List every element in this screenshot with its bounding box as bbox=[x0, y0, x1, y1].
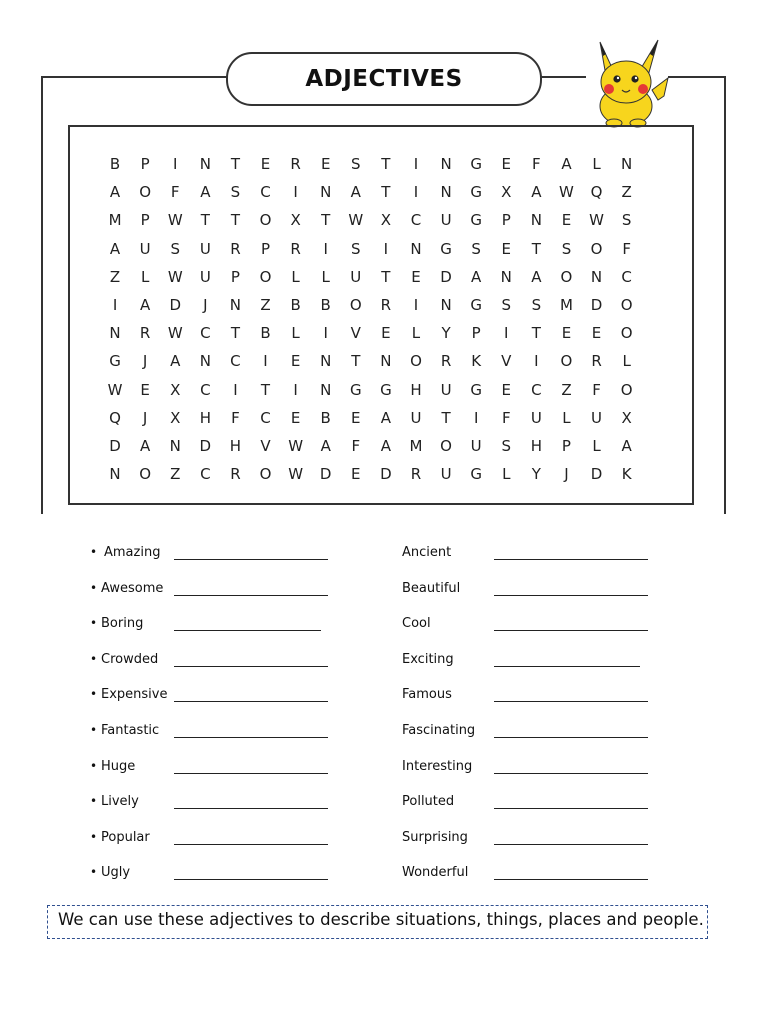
grid-letter: F bbox=[622, 239, 631, 258]
grid-letter: C bbox=[260, 183, 271, 202]
grid-letter: P bbox=[471, 324, 481, 343]
grid-letter: O bbox=[620, 324, 633, 343]
grid-letter: G bbox=[470, 380, 482, 399]
grid-row bbox=[100, 263, 672, 291]
grid-letter: T bbox=[531, 239, 541, 258]
grid-letter: W bbox=[167, 267, 183, 286]
grid-letter: R bbox=[230, 239, 241, 258]
grid-letter: A bbox=[170, 352, 181, 371]
grid-row bbox=[100, 404, 672, 432]
word-row bbox=[0, 794, 768, 816]
grid-letter: U bbox=[440, 211, 452, 230]
bullet-icon: • bbox=[90, 580, 98, 595]
bullet-icon: • bbox=[90, 545, 98, 559]
grid-letter: T bbox=[441, 408, 451, 427]
grid-letter: A bbox=[140, 296, 151, 314]
note-box bbox=[47, 905, 708, 939]
grid-letter: E bbox=[561, 324, 572, 343]
grid-letter: T bbox=[381, 155, 391, 173]
word-left: Lively bbox=[101, 794, 139, 810]
word-right: Exciting bbox=[402, 651, 454, 667]
grid-letter: G bbox=[470, 155, 482, 173]
grid-letter: K bbox=[471, 352, 482, 371]
grid-letter: N bbox=[500, 267, 512, 286]
grid-letter: R bbox=[290, 239, 301, 258]
word-right: Wonderful bbox=[402, 865, 469, 881]
grid-letter: I bbox=[173, 155, 178, 173]
answer-blank-right[interactable] bbox=[494, 687, 648, 702]
grid-letter: V bbox=[260, 437, 271, 455]
grid-letter: M bbox=[108, 211, 122, 230]
grid-letter: C bbox=[200, 380, 211, 399]
answer-blank-right[interactable] bbox=[494, 652, 640, 667]
grid-letter: W bbox=[167, 211, 183, 230]
grid-letter: O bbox=[349, 296, 362, 314]
grid-letter: X bbox=[170, 380, 181, 399]
answer-blank-right[interactable] bbox=[494, 865, 648, 880]
grid-letter: V bbox=[501, 352, 512, 371]
word-left: Boring bbox=[101, 616, 144, 632]
grid-letter: C bbox=[621, 267, 632, 286]
word-row bbox=[0, 581, 768, 603]
grid-letter: C bbox=[260, 408, 271, 427]
frame-top-left bbox=[41, 76, 227, 78]
word-row bbox=[0, 723, 768, 745]
grid-letter: L bbox=[291, 324, 300, 343]
grid-letter: R bbox=[380, 296, 392, 314]
grid-row bbox=[100, 376, 672, 404]
grid-letter: N bbox=[380, 352, 392, 371]
answer-blank-left[interactable] bbox=[174, 830, 328, 845]
grid-letter: M bbox=[559, 296, 573, 314]
grid-letter: C bbox=[531, 380, 542, 399]
grid-letter: E bbox=[591, 324, 602, 343]
grid-letter: X bbox=[621, 408, 632, 427]
grid-letter: R bbox=[290, 155, 301, 173]
grid-letter: O bbox=[620, 380, 633, 399]
word-left: Popular bbox=[101, 829, 150, 845]
grid-letter: R bbox=[410, 465, 422, 484]
grid-letter: L bbox=[502, 465, 511, 484]
answer-blank-right[interactable] bbox=[494, 830, 648, 845]
grid-letter: E bbox=[320, 155, 331, 173]
word-row bbox=[0, 545, 768, 567]
grid-letter: R bbox=[139, 324, 151, 343]
grid-letter: T bbox=[230, 211, 240, 230]
grid-letter: L bbox=[291, 267, 300, 286]
bullet-icon: • bbox=[90, 651, 98, 666]
grid-letter: T bbox=[381, 267, 391, 286]
grid-letter: L bbox=[321, 267, 330, 286]
grid-letter: E bbox=[260, 155, 271, 173]
answer-blank-left[interactable] bbox=[174, 652, 328, 667]
word-row bbox=[0, 652, 768, 674]
grid-letter: U bbox=[410, 408, 422, 427]
grid-letter: S bbox=[471, 239, 481, 258]
grid-letter: S bbox=[501, 437, 512, 455]
grid-letter: H bbox=[410, 380, 422, 399]
word-row bbox=[0, 616, 768, 638]
grid-letter: W bbox=[348, 211, 364, 230]
grid-letter: Z bbox=[109, 267, 121, 286]
grid-letter: P bbox=[230, 267, 240, 286]
grid-letter: I bbox=[413, 155, 419, 173]
grid-letter: D bbox=[440, 267, 452, 286]
grid-letter: C bbox=[230, 352, 241, 371]
grid-letter: S bbox=[621, 211, 632, 230]
grid-letter: B bbox=[109, 155, 121, 173]
grid-letter: N bbox=[621, 155, 633, 173]
grid-letter: L bbox=[140, 267, 150, 286]
grid-letter: N bbox=[590, 267, 603, 286]
grid-letter: J bbox=[142, 352, 148, 371]
grid-letter: W bbox=[288, 465, 304, 484]
grid-letter: A bbox=[380, 408, 392, 427]
grid-letter: I bbox=[323, 239, 328, 258]
word-row bbox=[0, 759, 768, 781]
grid-letter: N bbox=[440, 296, 452, 314]
bullet-icon: • bbox=[90, 829, 98, 844]
grid-letter: A bbox=[200, 183, 211, 202]
grid-letter: G bbox=[470, 465, 482, 484]
grid-row bbox=[100, 347, 672, 375]
grid-row bbox=[100, 319, 672, 347]
answer-blank-left[interactable] bbox=[174, 759, 328, 774]
answer-blank-right[interactable] bbox=[494, 794, 648, 809]
grid-letter: O bbox=[259, 211, 272, 230]
grid-letter: G bbox=[470, 183, 482, 202]
word-left: Awesome bbox=[101, 580, 164, 596]
grid-letter: U bbox=[470, 437, 482, 455]
grid-letter: D bbox=[169, 296, 182, 314]
word-right: Polluted bbox=[402, 794, 455, 810]
bullet-icon: • bbox=[90, 723, 98, 737]
grid-letter: Y bbox=[441, 324, 451, 343]
bullet-icon: • bbox=[90, 758, 98, 773]
grid-letter: F bbox=[351, 437, 361, 455]
grid-letter: I bbox=[504, 324, 509, 343]
grid-letter: E bbox=[290, 352, 301, 371]
grid-letter: E bbox=[411, 267, 421, 286]
answer-blank-right[interactable] bbox=[494, 581, 648, 596]
grid-letter: A bbox=[471, 267, 482, 286]
answer-blank-right[interactable] bbox=[494, 545, 648, 560]
grid-letter: U bbox=[440, 465, 452, 484]
grid-letter: C bbox=[200, 324, 211, 343]
grid-letter: W bbox=[167, 324, 183, 343]
grid-letter: Z bbox=[260, 296, 271, 314]
answer-blank-left[interactable] bbox=[174, 865, 328, 880]
grid-letter: T bbox=[230, 155, 240, 173]
grid-letter: W bbox=[288, 437, 304, 455]
word-right: Beautiful bbox=[402, 580, 461, 596]
grid-letter: O bbox=[259, 267, 272, 286]
grid-letter: B bbox=[290, 296, 301, 314]
grid-letter: H bbox=[530, 437, 542, 455]
grid-letter: W bbox=[107, 380, 123, 399]
grid-letter: Q bbox=[590, 183, 603, 202]
grid-letter: H bbox=[229, 437, 242, 455]
grid-letter: W bbox=[589, 211, 604, 230]
grid-letter: N bbox=[440, 155, 452, 173]
grid-letter: T bbox=[531, 324, 541, 343]
grid-letter: F bbox=[501, 408, 511, 427]
grid-letter: I bbox=[323, 324, 328, 343]
grid-letter: A bbox=[621, 437, 632, 455]
grid-letter: T bbox=[230, 324, 240, 343]
word-row bbox=[0, 865, 768, 887]
grid-letter: L bbox=[592, 155, 601, 173]
grid-letter: P bbox=[140, 211, 150, 230]
word-right: Surprising bbox=[402, 829, 468, 845]
grid-letter: P bbox=[501, 211, 511, 230]
grid-letter: T bbox=[260, 380, 271, 399]
grid-letter: B bbox=[320, 408, 331, 427]
grid-letter: Z bbox=[621, 183, 632, 202]
grid-letter: G bbox=[349, 380, 362, 399]
grid-letter: U bbox=[139, 239, 151, 258]
grid-letter: R bbox=[591, 352, 602, 371]
word-right: Fascinating bbox=[402, 723, 476, 738]
grid-letter: F bbox=[532, 155, 541, 173]
grid-letter: N bbox=[320, 352, 332, 371]
grid-letter: L bbox=[592, 437, 601, 455]
grid-letter: F bbox=[231, 408, 240, 427]
grid-letter: S bbox=[170, 239, 180, 258]
grid-letter: D bbox=[590, 465, 603, 484]
answer-blank-left[interactable] bbox=[174, 616, 321, 631]
grid-letter: A bbox=[531, 183, 542, 202]
grid-letter: Z bbox=[170, 465, 181, 484]
grid-letter: R bbox=[440, 352, 452, 371]
grid-letter: S bbox=[531, 296, 542, 314]
grid-letter: O bbox=[410, 352, 422, 371]
word-right: Cool bbox=[402, 616, 431, 632]
grid-letter: I bbox=[233, 380, 238, 399]
grid-letter: N bbox=[169, 437, 181, 455]
bullet-icon: • bbox=[90, 794, 98, 809]
grid-letter: A bbox=[140, 437, 151, 455]
grid-letter: F bbox=[170, 183, 180, 202]
grid-letter: O bbox=[560, 352, 573, 371]
grid-letter: C bbox=[410, 211, 422, 230]
grid-letter: Y bbox=[531, 465, 541, 484]
word-left: Amazing bbox=[104, 545, 161, 560]
grid-letter: J bbox=[564, 465, 569, 484]
grid-letter: E bbox=[351, 408, 361, 427]
grid-letter: T bbox=[381, 183, 391, 202]
grid-letter: E bbox=[561, 211, 572, 230]
grid-letter: K bbox=[621, 465, 632, 484]
grid-letter: E bbox=[501, 380, 511, 399]
bullet-icon: • bbox=[90, 616, 98, 631]
word-left: Ugly bbox=[101, 865, 131, 881]
pikachu-icon bbox=[580, 38, 672, 130]
grid-letter: H bbox=[199, 408, 211, 427]
grid-letter: N bbox=[440, 183, 452, 202]
grid-letter: G bbox=[109, 352, 121, 371]
grid-letter: D bbox=[319, 465, 332, 484]
grid-letter: A bbox=[320, 437, 331, 455]
grid-letter: A bbox=[380, 437, 392, 455]
grid-letter: I bbox=[263, 352, 268, 371]
grid-letter: X bbox=[501, 183, 512, 202]
grid-letter: N bbox=[530, 211, 542, 230]
note-text: We can use these adjectives to describe situations, things, places and people. bbox=[58, 910, 704, 929]
grid-letter: E bbox=[501, 155, 511, 173]
answer-blank-left[interactable] bbox=[174, 581, 328, 596]
grid-row bbox=[100, 432, 672, 460]
grid-letter: A bbox=[561, 155, 572, 173]
grid-letter: A bbox=[531, 267, 542, 286]
answer-blank-left[interactable] bbox=[174, 794, 328, 809]
grid-letter: O bbox=[440, 437, 452, 455]
grid-letter: U bbox=[199, 239, 211, 258]
frame-top-right bbox=[538, 76, 586, 78]
grid-letter: D bbox=[380, 465, 392, 484]
grid-letter: C bbox=[200, 465, 211, 484]
grid-letter: E bbox=[140, 380, 150, 399]
word-left: Fantastic bbox=[101, 723, 160, 738]
grid-letter: O bbox=[139, 465, 152, 484]
grid-letter: P bbox=[561, 437, 571, 455]
grid-letter: A bbox=[109, 239, 121, 258]
grid-letter: I bbox=[293, 380, 298, 399]
frame-left-edge bbox=[41, 76, 43, 514]
grid-letter: U bbox=[440, 380, 452, 399]
grid-letter: N bbox=[109, 465, 121, 484]
grid-row bbox=[100, 178, 672, 206]
grid-letter: E bbox=[351, 465, 361, 484]
grid-letter: S bbox=[561, 239, 572, 258]
grid-letter: T bbox=[351, 352, 361, 371]
grid-row bbox=[100, 206, 672, 234]
grid-letter: G bbox=[380, 380, 392, 399]
grid-letter: L bbox=[411, 324, 421, 343]
grid-letter: D bbox=[199, 437, 212, 455]
grid-letter: S bbox=[230, 183, 241, 202]
grid-letter: S bbox=[351, 155, 361, 173]
grid-letter: U bbox=[530, 408, 542, 427]
grid-letter: Z bbox=[561, 380, 572, 399]
bullet-icon: • bbox=[90, 865, 98, 880]
word-right: Famous bbox=[402, 687, 452, 703]
answer-blank-left[interactable] bbox=[174, 545, 328, 560]
grid-letter: I bbox=[534, 352, 539, 371]
word-left: Expensive bbox=[101, 687, 168, 703]
grid-letter: E bbox=[501, 239, 511, 258]
grid-letter: P bbox=[140, 155, 150, 173]
grid-letter: F bbox=[592, 380, 601, 399]
grid-letter: A bbox=[350, 183, 361, 202]
grid-letter: O bbox=[139, 183, 152, 202]
grid-row bbox=[100, 291, 672, 319]
grid-letter: O bbox=[620, 296, 633, 314]
grid-letter: S bbox=[501, 296, 512, 314]
grid-letter: D bbox=[109, 437, 121, 455]
grid-letter: T bbox=[200, 211, 210, 230]
grid-letter: E bbox=[381, 324, 391, 343]
grid-letter: D bbox=[590, 296, 603, 314]
grid-letter: L bbox=[562, 408, 571, 427]
grid-letter: Q bbox=[109, 408, 121, 427]
grid-letter: I bbox=[473, 408, 479, 427]
grid-letter: N bbox=[109, 324, 121, 343]
grid-letter: P bbox=[260, 239, 271, 258]
grid-letter: X bbox=[290, 211, 301, 230]
grid-row bbox=[100, 150, 672, 178]
grid-letter: W bbox=[559, 183, 574, 202]
grid-letter: I bbox=[413, 296, 419, 314]
grid-letter: N bbox=[199, 155, 211, 173]
word-left: Huge bbox=[101, 758, 136, 774]
grid-letter: J bbox=[203, 296, 208, 314]
grid-letter: O bbox=[259, 465, 272, 484]
grid-letter: N bbox=[320, 183, 332, 202]
grid-letter: N bbox=[199, 352, 211, 371]
grid-letter: B bbox=[320, 296, 331, 314]
grid-letter: I bbox=[413, 183, 419, 202]
grid-letter: L bbox=[622, 352, 631, 371]
answer-blank-right[interactable] bbox=[494, 759, 648, 774]
grid-letter: B bbox=[260, 324, 271, 343]
grid-letter: X bbox=[380, 211, 392, 230]
answer-blank-right[interactable] bbox=[494, 723, 648, 738]
grid-letter: O bbox=[560, 267, 573, 286]
grid-letter: G bbox=[470, 211, 482, 230]
grid-row bbox=[100, 235, 672, 263]
grid-letter: I bbox=[383, 239, 389, 258]
word-left: Crowded bbox=[101, 651, 159, 667]
grid-letter: U bbox=[350, 267, 362, 286]
grid-letter: T bbox=[321, 211, 331, 230]
grid-letter: E bbox=[290, 408, 301, 427]
grid-letter: O bbox=[590, 239, 603, 258]
bullet-icon: • bbox=[90, 687, 98, 702]
answer-blank-right[interactable] bbox=[494, 616, 648, 631]
grid-letter: I bbox=[112, 296, 118, 314]
grid-letter: G bbox=[440, 239, 452, 258]
grid-letter: R bbox=[230, 465, 241, 484]
frame-top-far-right bbox=[668, 76, 726, 78]
grid-letter: U bbox=[199, 267, 211, 286]
grid-letter: G bbox=[470, 296, 482, 314]
grid-letter: N bbox=[410, 239, 422, 258]
grid-letter: M bbox=[409, 437, 423, 455]
word-row bbox=[0, 687, 768, 709]
grid-letter: S bbox=[351, 239, 361, 258]
worksheet-title: ADJECTIVES bbox=[226, 52, 542, 106]
grid-letter: X bbox=[170, 408, 181, 427]
grid-letter: I bbox=[293, 183, 298, 202]
word-right: Ancient bbox=[402, 545, 452, 560]
word-right: Interesting bbox=[402, 758, 473, 774]
grid-letter: A bbox=[109, 183, 121, 202]
grid-letter: J bbox=[142, 408, 148, 427]
grid-letter: U bbox=[591, 408, 603, 427]
word-row bbox=[0, 830, 768, 852]
grid-row bbox=[100, 460, 672, 488]
grid-letter: V bbox=[350, 324, 361, 343]
grid-letter: N bbox=[320, 380, 332, 399]
answer-blank-left[interactable] bbox=[174, 687, 328, 702]
frame-right-edge bbox=[724, 76, 726, 514]
grid-letter: N bbox=[229, 296, 242, 314]
answer-blank-left[interactable] bbox=[174, 723, 328, 738]
